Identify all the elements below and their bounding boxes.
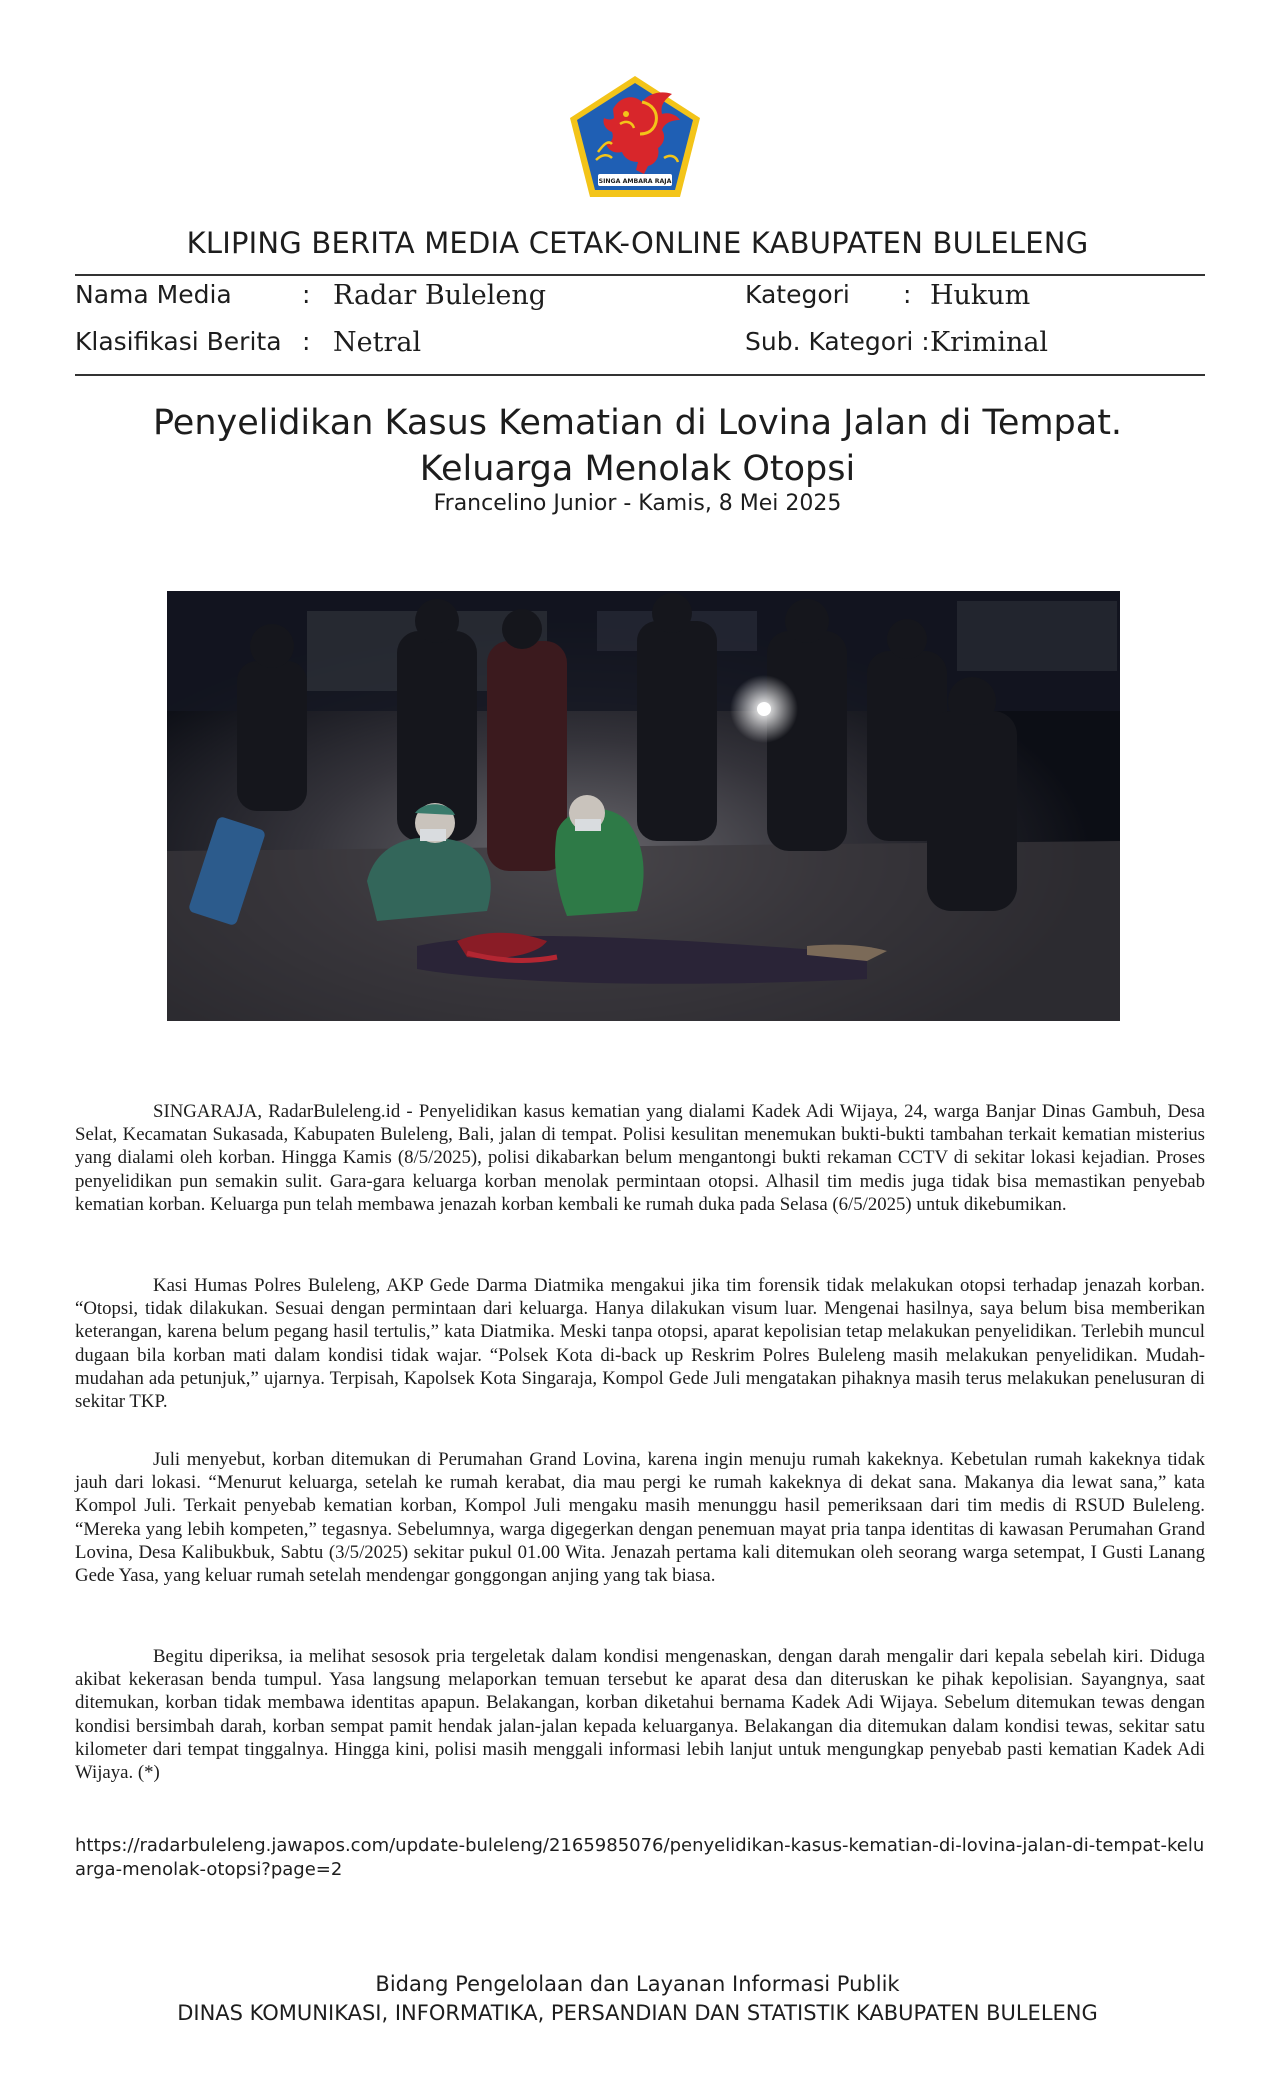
kategori-value: Hukum [930, 280, 1031, 311]
article-paragraph-3: Juli menyebut, korban ditemukan di Perumahan Grand Lovina, karena ingin menuju rumah kakeknya. Kebetulan rumah kakeknya tidak jauh dari lokasi. “Menurut keluarga, setelah ke rumah kerabat, dia mau pergi ke rumah kakeknya di dekat sana. Makanya dia lewat sana,” kata Kompol Juli. Terkait penyebab kematian korban, Kompol Juli mengaku masih menunggu hasil pemeriksaan dari tim medis di RSUD Buleleng. “Mereka yang lebih kompeten,” tegasnya. Sebelumnya, warga digegerkan dengan penemuan mayat pria tanpa identitas di kawasan Perumahan Grand Lovina, Desa Kalibukbuk, Sabtu (3/5/2025) sekitar pukul 01.00 Wita. Jenazah pertama kali ditemukan oleh seorang warga setempat, I Gusti Lanang Gede Yasa, yang keluar rumah setelah mendengar gonggongan anjing yang tak biasa. [75, 1449, 1205, 1587]
subkategori-label: Sub. Kategori : [745, 327, 930, 356]
logo-banner-text: SINGA AMBARA RAJA [598, 178, 672, 185]
article-paragraph-4: Begitu diperiksa, ia melihat sesosok pria tergeletak dalam kondisi mengenaskan, dengan darah mengalir dari kepala sebelah kiri. Diduga akibat kekerasan benda tumpul. Yasa langsung melaporkan temuan tersebut ke aparat desa dan diteruskan ke pihak kepolisian. Sayangnya, saat ditemukan, korban tidak membawa identitas apapun. Belakangan, korban diketahui bernama Kadek Adi Wijaya. Sebelum ditemukan tewas dengan kondisi bersimbah darah, korban sempat pamit hendak jalan-jalan kepada keluarganya. Belakangan dia ditemukan dalam kondisi tewas, sekitar satu kilometer dari tempat tinggalnya. Hingga kini, polisi masih menggali informasi lebih lanjut untuk mengungkap penyebab pasti kematian Kadek Adi Wijaya. (*) [75, 1646, 1205, 1784]
source-url: https://radarbuleleng.jawapos.com/update-buleleng/2165985076/penyelidikan-kasus-kematian-di-lovina-jalan-di-tempat-keluarga-menolak-otopsi?page=2 [75, 1835, 1205, 1880]
crime-scene-photo-illustration [167, 591, 1120, 1021]
footer-agency: DINAS KOMUNIKASI, INFORMATIKA, PERSANDIAN DAN STATISTIK KABUPATEN BULELENG [177, 2001, 1098, 2025]
article-paragraph-2: Kasi Humas Polres Buleleng, AKP Gede Darma Diatmika mengakui jika tim forensik tidak melakukan otopsi terhadap jenazah korban. “Otopsi, tidak dilakukan. Sesuai dengan permintaan dari keluarga. Hanya dilakukan visum luar. Mengenai hasilnya, saya belum bisa memberikan keterangan, karena belum pegang hasil tertulis,” kata Diatmika. Meski tanpa otopsi, aparat kepolisian tetap melakukan penyelidikan. Terlebih muncul dugaan bila korban mati dalam kondisi tidak wajar. “Polsek Kota di-back up Reskrim Polres Buleleng masih melakukan penyelidikan. Mudah-mudahan ada petunjuk,” ujarnya. Terpisah, Kapolsek Kota Singaraja, Kompol Gede Juli mengatakan pihaknya masih terus melakukan penelusuran di sekitar TKP. [75, 1275, 1205, 1413]
media-colon: : [302, 280, 311, 309]
page-title: KLIPING BERITA MEDIA CETAK-ONLINE KABUPATEN BULELENG [186, 226, 1089, 260]
media-label: Nama Media [75, 280, 232, 309]
klasifikasi-value: Netral [333, 327, 422, 358]
kategori-label: Kategori [745, 280, 850, 309]
klasifikasi-label: Klasifikasi Berita [75, 327, 282, 356]
klasifikasi-colon: : [302, 327, 311, 356]
article-paragraph-1: SINGARAJA, RadarBuleleng.id - Penyelidikan kasus kematian yang dialami Kadek Adi Wijaya, 24, warga Banjar Dinas Gambuh, Desa Selat, Kecamatan Sukasada, Kabupaten Buleleng, Bali, jalan di tempat. Polisi kesulitan menemukan bukti-bukti tambahan terkait kematian misterius yang dialami oleh korban. Hingga Kamis (8/5/2025), polisi dikabarkan belum mengantongi bukti rekaman CCTV di sekitar lokasi kejadian. Proses penyelidikan pun semakin sulit. Gara-gara keluarga korban menolak permintaan otopsi. Alhasil tim medis juga tidak bisa memastikan penyebab kematian korban. Keluarga pun telah membawa jenazah korban kembali ke rumah duka pada Selasa (6/5/2025) untuk dikebumikan. [75, 1101, 1205, 1215]
header-divider-top [75, 274, 1205, 276]
kategori-colon: : [903, 280, 912, 309]
news-photo [167, 591, 1120, 1021]
footer-division: Bidang Pengelolaan dan Layanan Informasi Publik [375, 1972, 900, 1996]
headline-line-1: Penyelidikan Kasus Kematian di Lovina Jalan di Tempat. [152, 403, 1123, 443]
media-value: Radar Buleleng [333, 280, 547, 311]
kabupaten-buleleng-logo [568, 74, 702, 199]
singa-ambara-raja-emblem-icon [568, 74, 702, 199]
header-divider-bottom [75, 374, 1205, 376]
byline: Francelino Junior - Kamis, 8 Mei 2025 [433, 491, 842, 516]
subkategori-value: Kriminal [930, 327, 1049, 358]
headline-line-2: Keluarga Menolak Otopsi [419, 449, 856, 489]
